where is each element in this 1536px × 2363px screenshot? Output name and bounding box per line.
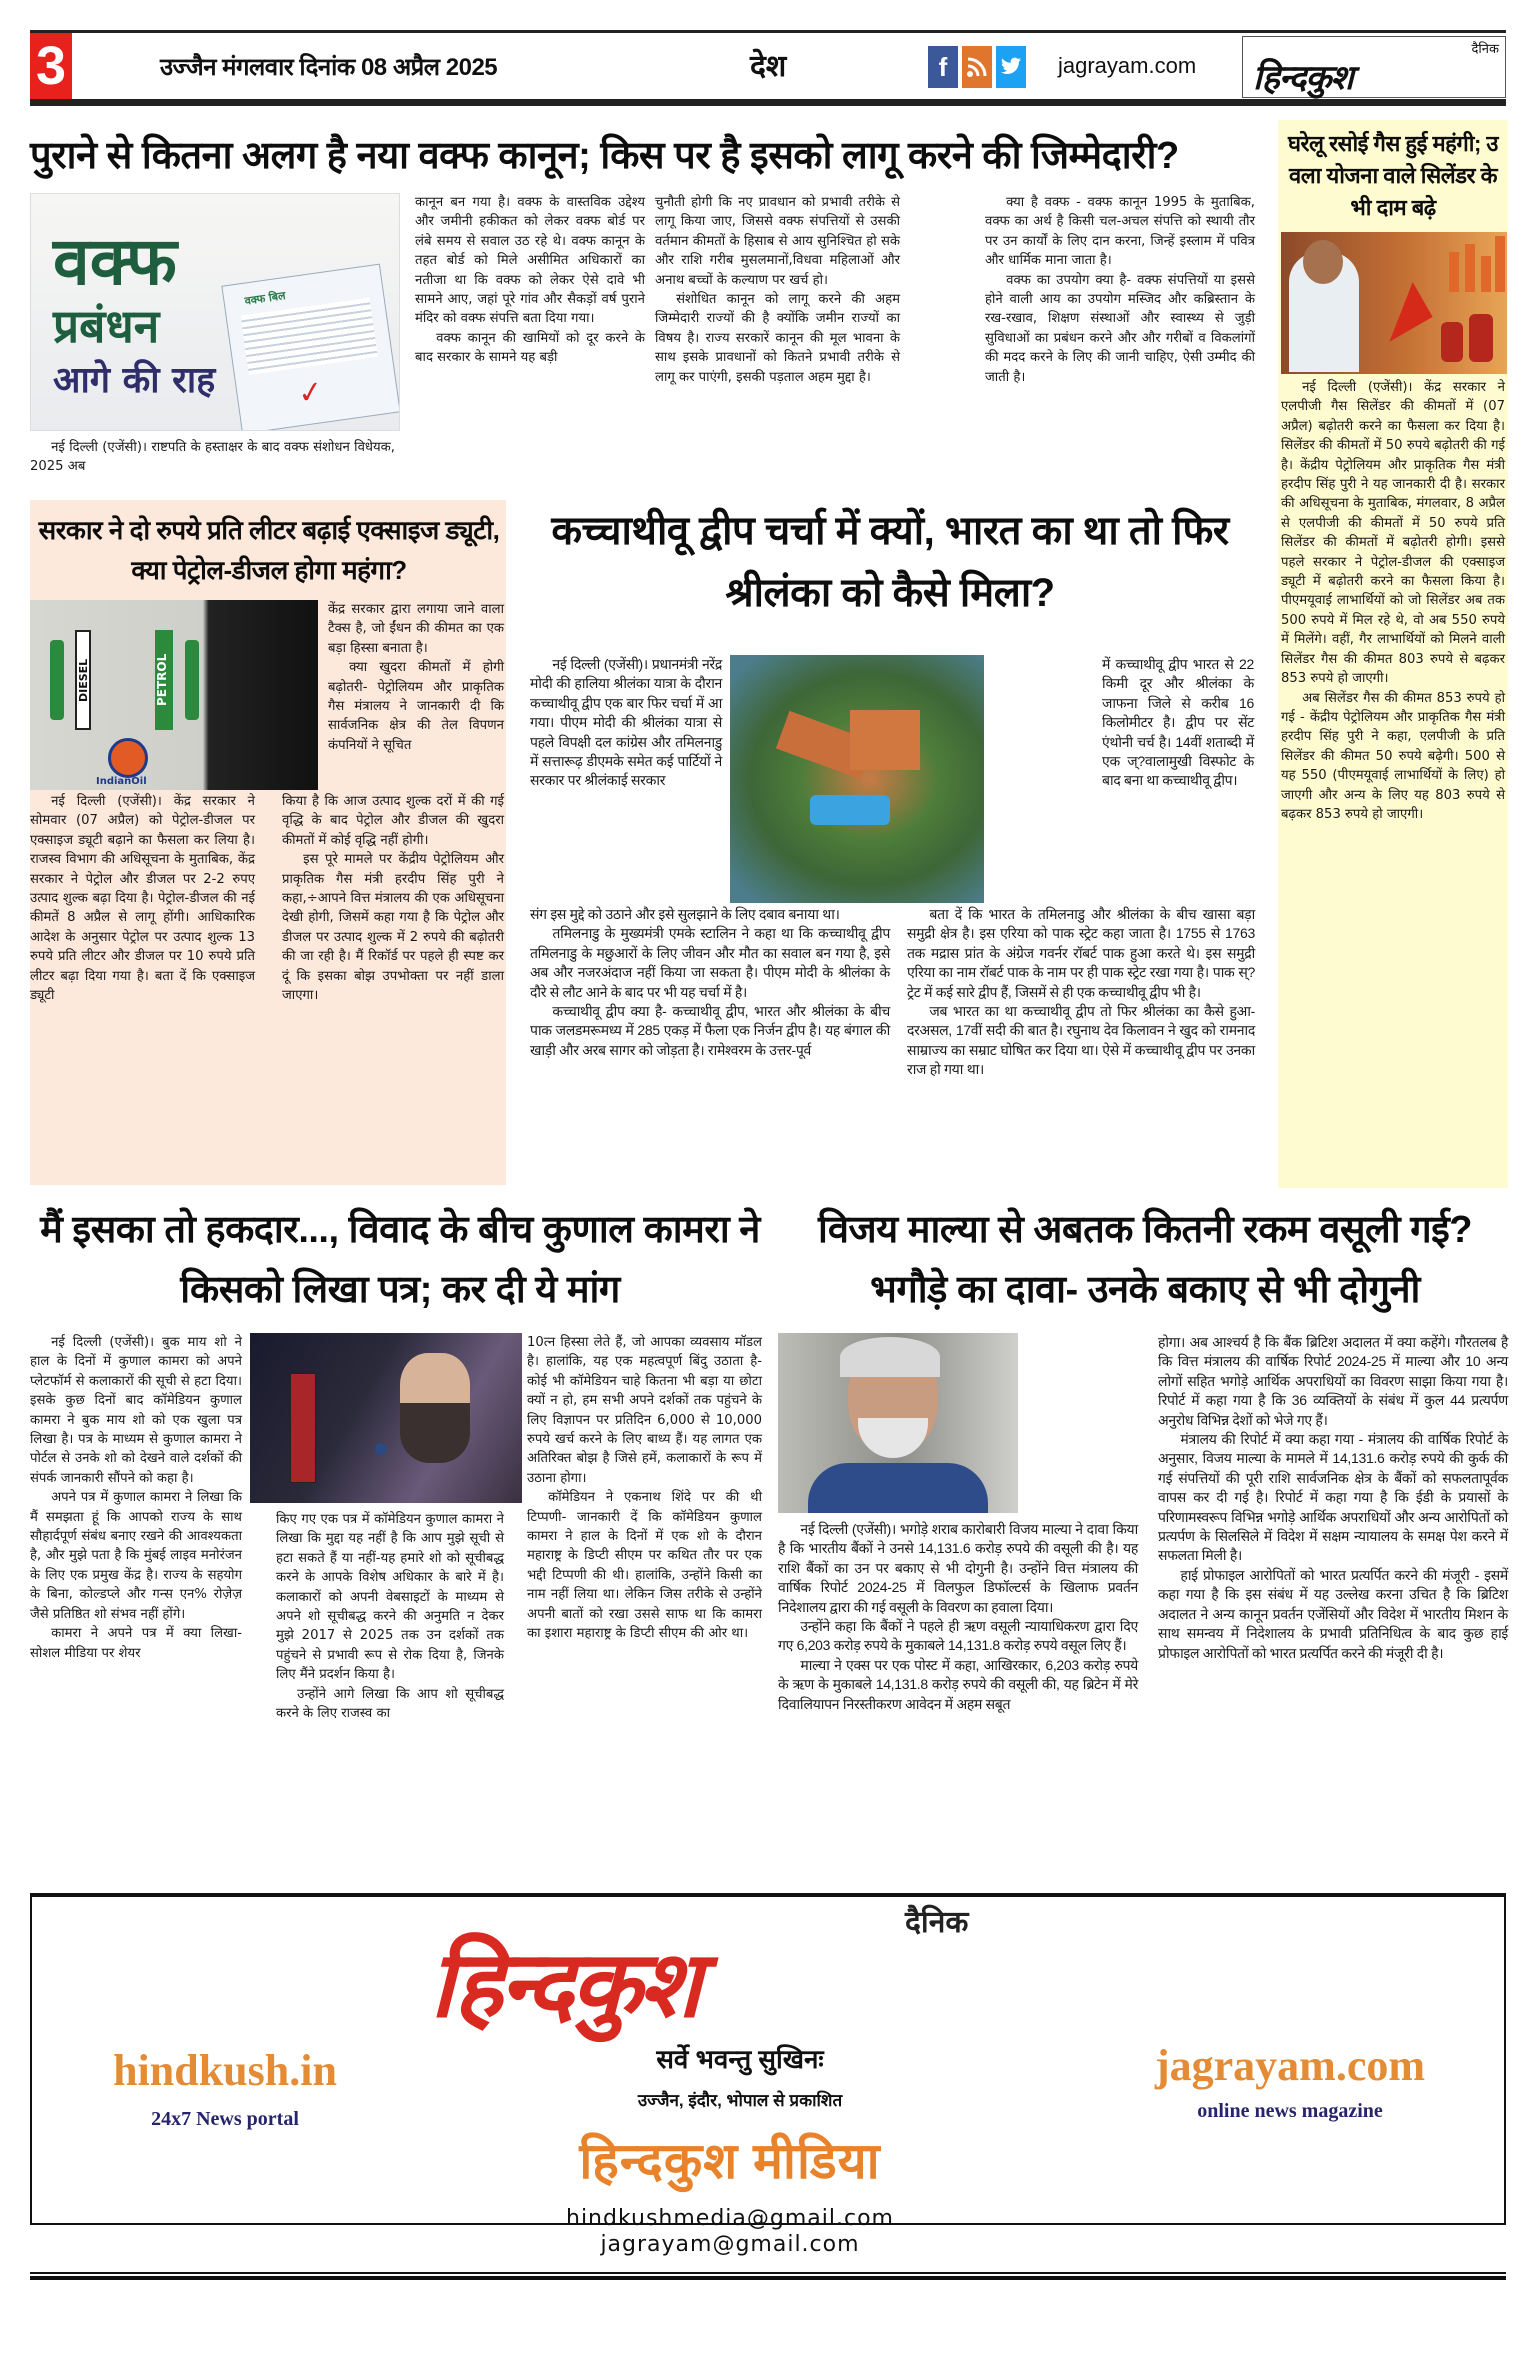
- document-graphic: [221, 264, 400, 431]
- logo-title: हिन्दकुश: [1253, 58, 1353, 98]
- article-paragraph: किया है कि आज उत्पाद शुल्क दरों में की गई वृद्धि के बाद पेट्रोल और डीजल की खुदरा कीमतों में कोई वृद्धि नहीं होगी।: [282, 794, 504, 848]
- petrol-label: PETROL: [155, 630, 173, 730]
- article-paragraph: कॉमेडियन ने एकनाथ शिंदे पर की थी टिप्पणी- जानकारी दें कि कॉमेडियन कुणाल कामरा ने हाल के दिनों में एक शो के दौरान महाराष्ट्र के डिप्टी सीएम पर कथित तौर पर एक भद्दी टिप्पणी की थी। हालांकि, उन्होंने किसी का नाम नहीं लिया था। लेकिन जिस तरीके से उन्होंने अपनी बातों को रखा उससे साफ था कि कामरा का इशारा महाराष्ट्र के डिप्टी सीएम की ओर था।: [527, 1490, 762, 1642]
- article-paragraph: अपने पत्र में कुणाल कामरा ने लिखा कि मैं समझता हूं कि आपको राज्य के साथ सौहार्दपूर्ण संबंध बनाए रखने की आवश्यकता है, और मुझे पता है कि मुंबई लाइव मनोरंजन के लिए एक प्रमुख केंद्र है। राज्य के सहयोग के बिना, कोल्डप्ले और गन्स एन% रोज़ेज़ जैसे प्रतिष्ठित शो संभव नहीं होंगे।: [30, 1490, 242, 1622]
- article-paragraph: क्या खुदरा कीमतों में होगी बढ़ोतरी- पेट्रोलियम और प्राकृतिक गैस मंत्रालय ने जानकारी दी कि सार्वजनिक क्षेत्र की तेल विपणन कंपनियों ने सूचित: [328, 660, 504, 753]
- article-paragraph: उन्होंने आगे लिखा कि आप शो सूचीबद्ध करने के लिए राजस्व का: [276, 1686, 504, 1722]
- microphone-icon: [375, 1443, 387, 1455]
- article-paragraph: संग इस मुद्दे को उठाने और इसे सुलझाने के लिए दबाव बनाया था।: [530, 906, 840, 922]
- page-number: 3: [30, 33, 72, 99]
- brand-label: IndianOil: [96, 776, 147, 787]
- fuel-pump-photo: [30, 600, 318, 790]
- article-paragraph: बता दें कि भारत के तमिलनाडु और श्रीलंका के बीच खासा बड़ा समुद्री क्षेत्र है। इस एरिया को पाक स्ट्रेट कहा जाता है। 1755 से 1763 तक मद्रास प्रांत के अंग्रेज गवर्नर रॉबर्ट पाक हुआ करते थे। इस समुद्री एरिया का नाम रॉबर्ट पाक के नाम पर ही पाक स्ट्रेट रखा गया है। पाक स्?ट्रेट में कई सारे द्वीप हैं, जिसमें से ही एक कच्चाथीवू द्वीप भी है।: [907, 906, 1255, 1000]
- headline-waqf: पुराने से कितना अलग है नया वक्फ कानून; किस पर है इसको लागू करने की जिम्मेदारी?: [30, 135, 1179, 177]
- waqf-illustration: [30, 193, 400, 431]
- nozzle-icon: [50, 640, 64, 720]
- ad-published-from: उज्जैन, इंदौर, भोपाल से प्रकाशित: [637, 2091, 843, 2110]
- article-paragraph: में कच्चाथीवू द्वीप भारत से 22 किमी दूर और श्रीलंका के जाफना जिले से करीब 16 किलोमीटर है। द्वीप पर सेंट एंथोनी चर्च है। 14वीं शताब्दी में एक ज्?वालामुखी विस्फोट के बाद बना था कच्चाथीवू द्वीप।: [1102, 656, 1254, 789]
- rss-icon[interactable]: [962, 46, 992, 88]
- check-icon: ✓: [295, 373, 326, 413]
- headline-mallya: विजय माल्या से अबतक कितनी रकम वसूली गई? भगौड़े का दावा- उनके बकाए से भी दोगुनी: [818, 1209, 1472, 1311]
- article-paragraph: तमिलनाडु के मुख्यमंत्री एमके स्टालिन ने कहा था कि कच्चाथीवू द्वीप तमिलनाडु के मछुआरों के लिए जीवन और मौत का सवाल बन गया है, इसे अब और नजरअंदाज नहीं किया जा सकता है। पीएम मोदी के श्रीलंका के दौरे से लौट आने के बाद पर भी यह चर्चा में है।: [530, 925, 890, 1000]
- lpg-price-photo: [1281, 232, 1507, 374]
- article-paragraph: वक्फ कानून की खामियों को दूर करने के बाद सरकार के सामने यह बड़ी: [415, 330, 645, 366]
- article-paragraph: जब भारत का था कच्चाथीवू द्वीप तो फिर श्रीलंका का कैसे हुआ- दरअसल, 17वीं सदी की बात है। रघुनाथ देव किलावन ने खुद को रामनाद साम्राज्य का सम्राट घोषित कर दिया था। ऐसे में कच्चाथीवू द्वीप पर उनका राज हो गया था।: [907, 1003, 1255, 1078]
- kunal-kamra-photo: [250, 1333, 522, 1503]
- ad-email-link[interactable]: jagrayam@gmail.com: [600, 2232, 860, 2257]
- headline-katchatheevu: कच्चाथीवू द्वीप चर्चा में क्यों, भारत का था तो फिर श्रीलंका को कैसे मिला?: [551, 509, 1229, 615]
- article-paragraph: नई दिल्ली (एजेंसी)। बुक माय शो ने हाल के दिनों में कुणाल कामरा को अपने प्लेटफॉर्म से कलाकारों की सूची से हटा दिया। इसके कुछ दिनों बाद कॉमेडियन कुणाल कामरा ने बुक माय शो को एक खुला पत्र लिखा है। पत्र के माध्यम से कुणाल कामरा ने पोर्टल से उनके शो को देखने वाले दर्शकों की संपर्क जानकारी सौंपने को कहा है।: [30, 1335, 242, 1486]
- article-paragraph: कच्चाथीवू द्वीप क्या है- कच्चाथीवू द्वीप, भारत और श्रीलंका के बीच पाक जलडमरूमध्य में 285 एकड़ में फैला एक निर्जन द्वीप है। यह बंगाल की खाड़ी और अरब सागर को जोड़ता है। रामेश्वरम के उत्तर-पूर्व: [530, 1003, 890, 1058]
- article-paragraph: इस पूरे मामले पर केंद्रीय पेट्रोलियम और प्राकृतिक गैस मंत्री हरदीप सिंह पुरी ने कहा,÷आपने वित्त मंत्रालय की एक अधिसूचना देखी होगी, जिसमें कहा गया है कि पेट्रोल और डीजल पर उत्पाद शुल्क में 2 रुपये की बढ़ोतरी की जा रही है। मैं रिकॉर्ड पर पहले ही स्पष्ट कर दूं कि इसका बोझ उपभोक्ता पर नहीं डाला जाएगा।: [282, 852, 504, 1004]
- article-paragraph: नई दिल्ली (एजेंसी)। राष्टपति के हस्ताक्षर के बाद वक्फ संशोधन विधेयक, 2025 अब: [30, 440, 395, 475]
- article-paragraph: मंत्रालय की रिपोर्ट में क्या कहा गया - मंत्रालय की वार्षिक रिपोर्ट के अनुसार, विजय माल्या के मामले में 14,131.6 करोड़ रुपये की कुर्क की गई संपत्तियों की पूरी राशि सार्वजनिक क्षेत्र के बैंकों को सफलतापूर्वक वापस कर दी गई है। रिपोर्ट में कहा गया है कि ईडी के प्रयासों के परिणामस्वरूप विभिन्न भगोड़े आर्थिक अपराधियों और अन्य आरोपितों को प्रत्यर्पण के सिलसिले में विदेश में सक्षम न्यायालय के समक्ष पेश करने में सफलता मिली है।: [1158, 1431, 1508, 1564]
- ad-website-link[interactable]: hindkush.in: [113, 2046, 337, 2095]
- document-label: वक्फ बिल: [243, 289, 287, 308]
- gas-cylinder-icon: [1469, 314, 1493, 362]
- ad-motto: सर्वे भवन्तु सुखिनः: [656, 2044, 824, 2074]
- ad-logo-subtitle: दैनिक: [905, 1905, 969, 1940]
- article-paragraph: नई दिल्ली (एजेंसी)। केंद्र सरकार ने एलपीजी गैस सिलेंडर की कीमतों में (07 अप्रैल) बढ़ोतरी करने का फैसला कर दिया है। सिलेंडर की कीमतों में 50 रुपये बढ़ोतरी की गई है। केंद्रीय पेट्रोलियम और प्राकृतिक गैस मंत्री हरदीप सिंह पुरी ने यह जानकारी दी है। सरकार की अधिसूचना के मुताबिक, मंगलवार, 8 अप्रैल से एलपीजी की कीमतों में 50 रुपये प्रति सिलेंडर की कीमतों में बढ़ोतरी होगी। इससे पहले सरकार ने पेट्रोल-डीजल की एक्साइज ड्यूटी में बढ़ोतरी करने का फैसला किया है। पीएमयूवाई लाभार्थियों को जो सिलेंडर अब तक 500 रुपये में मिल रहे थे, वो अब 550 रुपये में मिलेंगे। वहीं, गैर लाभार्थियों को मिलने वाली सिलेंडर गैस की कीमत 803 रुपये से बढ़कर 853 रुपये हो जाएगी।: [1281, 380, 1505, 687]
- facebook-icon[interactable]: f: [928, 46, 958, 88]
- newspaper-logo: [1242, 36, 1506, 98]
- article-paragraph: केंद्र सरकार द्वारा लगाया जाने वाला टैक्स है, जो ईंधन की कीमत का एक बड़ा हिस्सा बनाता है।: [328, 602, 504, 656]
- headline-lpg: घरेलू रसोई गैस हुई महंगी; उ वला योजना वाले सिलेंडर के भी दाम बढ़े: [1288, 131, 1498, 220]
- article-paragraph: 10त्न हिस्सा लेते हैं, जो आपका व्यवसाय मॉडल है। हालांकि, यह एक महत्वपूर्ण बिंदु उठाता है- कोई भी कॉमेडियन चाहे कितना भी बड़ा या छोटा क्यों न हो, हम सभी अपने दर्शकों तक पहुंचने के लिए विज्ञापन पर प्रतिदिन 6,000 से 10,000 रुपये खर्च करने के लिए बाध्य हैं। यह लागत एक अतिरिक्त बोझ है जिसे हमें, कलाकारों के रूप में उठाना होगा।: [527, 1335, 762, 1486]
- ad-website-link[interactable]: jagrayam.com: [1154, 2041, 1425, 2090]
- nozzle-icon: [185, 640, 199, 720]
- article-paragraph: माल्या ने एक्स पर एक पोस्ट में कहा, आखिरकार, 6,203 करोड़ रुपये के ऋण के मुकाबले 14,131.8 करोड़ रुपये की वसूली की, यह ब्रिटेन में मेरे दिवालियापन निरस्तीकरण आवेदन में अहम सबूत: [778, 1656, 1138, 1712]
- ad-logo: हिन्दकुश: [430, 1930, 699, 2038]
- logo-subtitle: दैनिक: [1471, 42, 1499, 57]
- article-paragraph: कानून बन गया है। वक्फ के वास्तविक उद्देश्य और जमीनी हकीकत को लेकर वक्फ बोर्ड पर लंबे समय से सवाल उठ रहे थे। वक्फ कानून के तहत बोर्ड को मिले असीमित अधिकारों का नतीजा था कि वक्फ को लेकर ऐसे दावे भी सामने आए, जहां पूरे गांव और सैकड़ों वर्ष पुराने मंदिर को वक्फ संपत्ति बता दिया गया।: [415, 195, 645, 327]
- article-paragraph: नई दिल्ली (एजेंसी)। केंद्र सरकार ने सोमवार (07 अप्रैल) को पेट्रोल-डीजल पर एक्साइज ड्यूटी बढ़ाने का फैसला कर लिया है। राजस्व विभाग की अधिसूचना के मुताबिक, केंद्र सरकार ने पेट्रोल और डीजल पर 2-2 रुपए उत्पाद शुल्क बढ़ा दिया है। पेट्रोल-डीजल की नई कीमतें 8 अप्रैल से लागू होंगी। आधिकारिक आदेश के अनुसार पेट्रोल पर उत्पाद शुल्क 13 रुपये प्रति लीटर और डीजल पर 10 रुपये प्रति लीटर बढ़ा दिया गया है। बता दें कि एक्साइज ड्यूटी: [30, 794, 255, 1004]
- article-paragraph: वक्फ का उपयोग क्या है- वक्फ संपत्तियों या इससे होने वाली आय का उपयोग मस्जिद और कब्रिस्तान के रख-रखाव, शिक्षण संस्थाओं और स्वास्थ्य से जुड़ी सुविधाओं का प्रबंधन करने और और गरीबों व विकलांगों की मदद करने के लिए की जानी चाहिए, ऐसी उम्मीद की जाती है।: [985, 272, 1255, 385]
- pool: [810, 795, 890, 825]
- article-paragraph: संशोधित कानून को लागू करने की अहम जिम्मेदारी राज्यों की है क्योंकि जमीन राज्यों का विषय है। राज्य सरकारें कानून की मूल भावना के साथ इसके प्रावधानों को कितने प्रभावी तरीके से लागू कर पाएंगी, इसकी पड़ताल अहम मुद्दा है।: [655, 292, 900, 385]
- diesel-label: DIESEL: [75, 630, 91, 730]
- website-link[interactable]: jagrayam.com: [1058, 53, 1197, 78]
- vijay-mallya-photo: [778, 1333, 1018, 1513]
- waqf-image-word: वक्फ: [53, 223, 177, 300]
- twitter-icon[interactable]: [996, 46, 1026, 88]
- article-paragraph: हाई प्रोफाइल आरोपितों को भारत प्रत्यर्पित करने की मंजूरी - इसमें कहा गया है कि इस संबंध में यह उल्लेख करना उचित है कि ब्रिटिश अदालत ने अन्य कानून प्रवर्तन एजेंसियों और विदेश में भारतीय मिशन के साथ समन्वय में निदेशालय के प्रभावी प्रतिनिधित्व के बाद कुछ हाई प्रोफाइल आरोपितों को भारत प्रत्यर्पित करने की मंजूरी दी है।: [1158, 1566, 1508, 1661]
- ad-media-name: हिन्दकुश मीडिया: [579, 2133, 881, 2189]
- article-paragraph: किए गए एक पत्र में कॉमेडियन कुणाल कामरा ने लिखा कि मुद्दा यह नहीं है कि आप मुझे सूची से हटा सकते हैं या नहीं-यह हमारे शो को सूचीबद्ध करने के आपके विशेष अधिकार के बारे में है। कलाकारों को अपनी वेबसाइटों के माध्यम से अपने शो सूचीबद्ध करने की अनुमति न देकर मुझे 2017 से 2025 तक उन दर्शकों तक पहुंचने से प्रभावी रूप से रोक दिया है, जिनके लिए मैंने प्रदर्शन किया है।: [276, 1512, 504, 1683]
- article-paragraph: कामरा ने अपने पत्र में क्या लिखा- सोशल मीडिया पर शेयर: [30, 1626, 242, 1661]
- article-paragraph: होगा। अब आश्चर्य है कि बैंक ब्रिटिश अदालत में क्या कहेंगे। गौरतलब है कि वित्त मंत्रालय की वार्षिक रिपोर्ट 2024-25 में माल्या और 10 अन्य लोगों सहित भगोड़े आर्थिक अपराधियों का विवरण साझा किया गया है। रिपोर्ट में कहा गया है कि 36 व्यक्तियों के संबंध में कुल 44 प्रत्यर्पण अनुरोध विभिन्न देशों को भेजे गए हैं।: [1158, 1334, 1508, 1428]
- article-paragraph: अब सिलेंडर गैस की कीमत 853 रुपये हो गई - केंद्रीय पेट्रोलियम और प्राकृतिक गैस मंत्री हरदीप सिंह पुरी ने कहा, एलपीजी के प्रति सिलेंडर की कीमत 50 रुपये बढ़ेगी। 500 से यह 550 (पीएमयूवाई लाभार्थियों के लिए) हो जाएगी और अन्य के लिए यह 803 रुपये से बढ़कर 853 रुपये हो जाएगी।: [1281, 690, 1505, 822]
- headline-excise: सरकार ने दो रुपये प्रति लीटर बढ़ाई एक्साइज ड्यूटी, क्या पेट्रोल-डीजल होगा महंगा?: [38, 515, 500, 585]
- article-paragraph: नई दिल्ली (एजेंसी)। भगोड़े शराब कारोबारी विजय माल्या ने दावा किया है कि भारतीय बैंकों ने उनसे 14,131.6 करोड़ रुपये की वसूली की है। यह राशि बैंकों का उन पर बकाए से भी दोगुनी है। उन्होंने वित्त मंत्रालय की वार्षिक रिपोर्ट 2024-25 में विलफुल डिफॉल्टर्स के खिलाफ प्रवर्तन निदेशालय द्वारा की गई वसूली के विवरण का हवाला दिया।: [778, 1521, 1138, 1615]
- bottom-rule: [30, 2272, 1506, 2280]
- headline-kamra: मैं इसका तो हकदार..., विवाद के बीच कुणाल कामरा ने किसको लिखा पत्र; कर दी ये मांग: [40, 1209, 760, 1311]
- ad-email-link[interactable]: hindkushmedia@gmail.com: [566, 2206, 894, 2231]
- island-aerial-photo: [730, 655, 984, 903]
- date-line: उज्जैन मंगलवार दिनांक 08 अप्रैल 2025: [160, 54, 498, 81]
- arrow-up-icon: [1369, 282, 1432, 342]
- article-paragraph: उन्होंने कहा कि बैंकों ने पहले ही ऋण वसूली न्यायाधिकरण द्वारा दिए गए 6,203 करोड़ रुपये के मुकाबले 14,131.8 करोड़ रुपये वसूल लिए हैं।: [778, 1618, 1138, 1654]
- article-paragraph: नई दिल्ली (एजेंसी)। प्रधानमंत्री नरेंद्र मोदी की हालिया श्रीलंका यात्रा के दौरान कच्चाथीवू द्वीप एक बार फिर चर्चा में आ गया। पीएम मोदी की श्रीलंका यात्रा से पहले विपक्षी दल कांग्रेस और तमिलनाडु में सत्तारूढ़ डीएमके समेत कई पार्टियों ने सरकार पर श्रीलंकाई सरकार: [530, 656, 722, 789]
- waqf-image-word-3: आगे की राह: [53, 360, 216, 401]
- gas-cylinder-icon: [1441, 322, 1463, 362]
- ad-website-tagline: online news magazine: [1197, 2100, 1383, 2122]
- waqf-image-word-2: प्रबंधन: [53, 299, 160, 353]
- article-paragraph: चुनौती होगी कि नए प्रावधान को प्रभावी तरीके से लागू किया जाए, जिससे वक्फ संपत्तियों से उसकी वर्तमान कीमतों के हिसाब से आय सुनिश्चित हो सके और राशि गरीब मुसलमानों,विधवा महिलाओं और अनाथ बच्चों के कल्याण पर खर्च हो।: [655, 195, 900, 288]
- ad-website-tagline: 24x7 News portal: [151, 2108, 299, 2130]
- indianoil-logo: [108, 738, 148, 778]
- book-icon: [290, 1373, 316, 1483]
- section-name: देश: [750, 50, 787, 83]
- article-paragraph: क्या है वक्फ - वक्फ कानून 1995 के मुताबिक, वक्फ का अर्थ है किसी चल-अचल संपत्ति को स्थायी तौर पर उन कार्यों के लिए दान करना, जिन्हें इस्लाम में पवित्र और धार्मिक माना जाता है।: [985, 195, 1255, 269]
